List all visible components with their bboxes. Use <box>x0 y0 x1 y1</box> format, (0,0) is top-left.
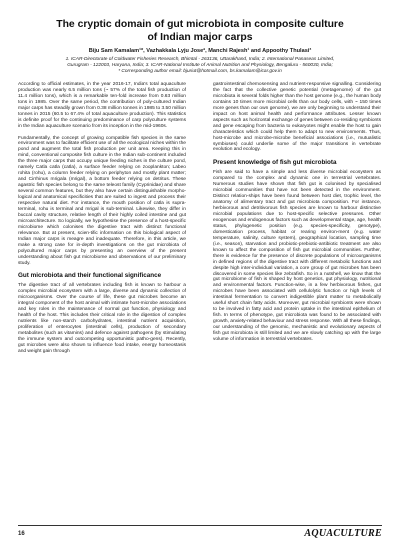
section-heading-present-knowledge: Present knowledge of fish gut microbiota <box>213 159 337 167</box>
affiliation-line-2: Gurugram - 122003, Haryana, India; 3. ICAR-National Institute of Animal Nutrition and Physiology, Bengaluru - 560030, India; <box>67 63 333 68</box>
affiliations <box>20 57 380 75</box>
affiliation-line-1: 1. ICAR-Directorate of Coldwater Fisheries Research, Bhimtal - 263136, Uttarakhand, India; 2. International Panaseas Limited, <box>65 57 335 62</box>
intro-paragraph-1: According to official estimates, in the year 2016-17, India's total aquaculture production was nearly 6.5 million tons (~ 57% of the total fish production of 11.4 million tons), which is a remarkable ten-fold increase from 0.63 million tons in 1985. Over the same period, the contribution of poly-cultured Indian major carps has steadily grown from 0.38 million tonnes in 1985 to 3.50 million tonnes in 2015 (60.5 to 67.4% of total aquaculture production). This statistics is definite proof for the continuing predominance of carp polyculture systems in the Indian aquaculture scenario from its inception in the mid-1960s. <box>18 82 187 129</box>
intro-paragraph-2: Fundamentally, the concept of growing compatible fish species in the same environment was to facilitate efficient use of all the ecological niches within the pond and augment the total fish production per unit area. Keeping this in mind, conventional composite fish culture in the Indian sub-continent included the three major carps that occupy unique feeding niches in the culture pond, namely Catla catla (catla), a surface feeder relying on zooplankton; Labeo rohita (rohu), a column feeder relying on periphyton and mostly plant matter; and Cirrhinus mrigala (mrigal), a bottom feeder relying on detritus. These agastric fish species belong to the same teleost family (Cyprinidae) and share several common features, but they also have certain distinguishable morpho-logical and anatomical specificities that are suited to ingest and process their respective natural diet. For instance, the mouth position of catla is supra-terminal, rohu is terminal and mrigal is sub-terminal. Likewise, they differ in buccal cavity structure, relative length of their highly coiled intestine and gut microarchitecture. So logically, we hypothesise the presence of a host-specific microbiome which colonises the digestive tract with distinct functional relevance. But at present, scien-tific information on this biological aspect of Indian major carps is meagre and inadequate. Therefore, in this article, we make a strong case for in-depth investigations on the gut microbiota of polycultured major carps by presenting an overview of the present understanding about fish gut microbiome and observations of our preliminary study. <box>18 135 186 266</box>
title-line-1: The cryptic domain of gut microbiota in composite culture <box>56 19 344 30</box>
section-heading-gut-microbiota: Gut microbiota and their functional significance <box>18 272 162 280</box>
right-column <box>213 82 381 349</box>
corresponding-author: * Corresponding author email: bjuriut@hotmail.com, bs.kamalam@icar.gov.in <box>118 69 282 74</box>
article-title <box>40 18 360 44</box>
left-column <box>18 82 186 361</box>
title-line-2: of Indian major carps <box>147 32 253 43</box>
continuation-paragraph: gastrointestinal chemosensing and nutrient-responsive signalling. Considering the fact that the collective genetic potential (metagenome) of the gut microbiota is several folds higher than the host genome (e.g., the human body contains 10 times more microbial cells than our body cells, with ~ 150 times more genes than our own genome), we are only beginning to understand their impact on host animal health and performance attributes. Lesser known aspects such as horizontal exchange of genes between co-residing symbionts and gene escaping from bacteria to eukaryotes might enable the host to gain characteristics which could help them to adapt to new environments. Thus, host-microbe and microbe-microbe beneficial associations (i.e., mutualistic symbioses) could underlie some of the major transitions in vertebrate evolution and ecology. <box>213 82 381 153</box>
page-footer <box>0 519 400 552</box>
footer-rule <box>18 525 382 526</box>
page-number: 16 <box>18 531 25 537</box>
author-list: Biju Sam Kamalam¹*, Vazhakkala Lyju Jose², Manchi Rajesh¹ and Appoothy Thulasi³ <box>88 48 312 54</box>
present-knowledge-paragraph: Fish are said to have a simple and less diverse microbial ecosystem as compared to the complex and dynamic one in terrestrial vertebrates. Numerous studies have shown that fish gut is colonised by specialised microbial communities that have not been detected in the environment. Distinct relation-ships have been found between host diet, trophic level, the anatomy of alimentary tract and gut microbiota composition. For instance, herbivorous and detritivorous fish species are known to harbour distinctive microbial populations due to host-specific selective pressures. Other exogenous and endogenous factors such as developmental stage, age, health status, phylogenetic position (e.g. species-specificity, genotype), domestication process, habitat or rearing environ-ment (e.g. water temperature, salinity, culture system), geographical location, sampling time (i.e., season), starvation and probiotic-prebiotic-antibiotic treatment are also known to affect the composition of fish gut microbial communities. Further, there is evidence for the presence of discrete populations of microorganisms in defined regions of the digestive tract with different metabolic functions and despite high inter-individual variation, a core group of gut microbes has been discovered in some species like zebrafish. So in a nutshell, we know that the gut microbiome of fish is shaped by host genetics, gut physiology, nutritional and environmental factors. Function-wise, in a few herbivorous fishes, gut microbes have been associated with cellulolytic function or high levels of intestinal fermentation to convert indigestible plant matter to metabolically useful short chain fatty acids. Moreover, gut microbial symbionts were shown to be involved in fatty acid and protein uptake in the intestinal epithelium of fish. In terms of phenotype, gut microbiota was found to be associated with growth, anxiety-related behaviour and stress response. With all these findings, our understanding of the genomic, mechanistic and evolutionary aspects of fish gut microbiota is still limited and we are slowly catching up with the large volume of information in terrestrial vertebrates. <box>213 170 381 343</box>
gut-microbiota-paragraph: The digestive tract of all vertebrates including fish is known to harbour a complex microbial ecosystem with a large, diverse and dynamic collection of microorganisms. Over the course of life, these gut microbes become an integral component of the host animal with intimate host-microbe associations and key roles in the maintenance of normal gut function, physiology and health of the host. This includes their critical role in the digestion of complex nutrients like non-starch carbohydrates, intestinal nutrient acquisition, proliferation of enterocytes (intestinal cells), production of secondary metabolites (such as vitamins) and defence against pathogens (by stimulating the immune system and outcompeting opportunistic patho-gens). Recently, gut microbes were also shown to influence food intake, energy homeostasis and weight gain through <box>18 283 186 354</box>
magazine-brand: AQUACULTURE <box>304 528 382 539</box>
